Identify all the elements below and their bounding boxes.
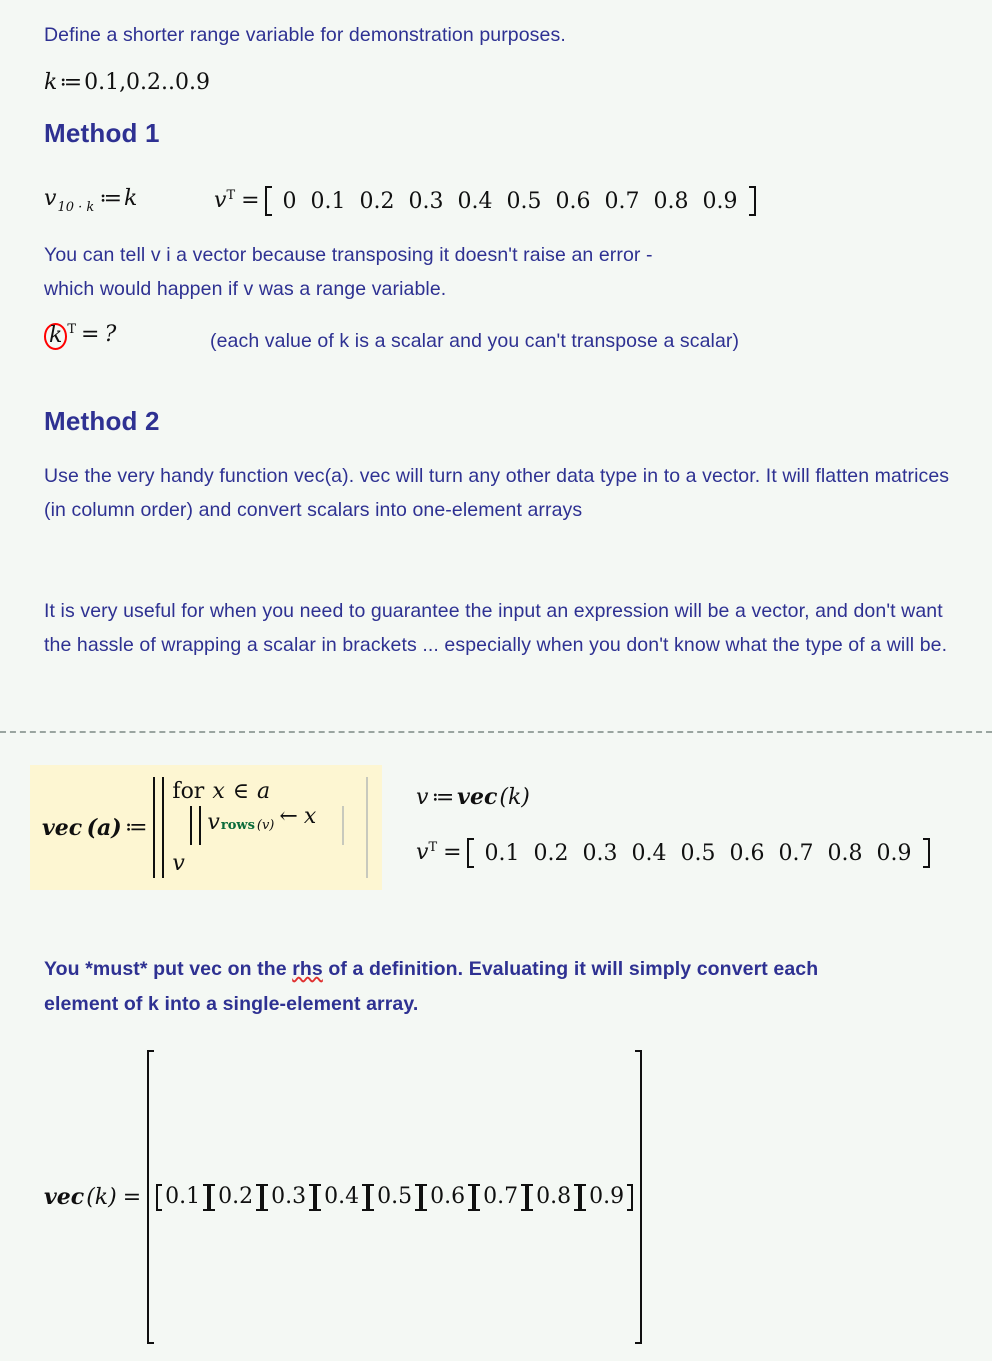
method1-heading-text: Method 1 — [44, 118, 160, 148]
method2-heading-text: Method 2 — [44, 406, 160, 436]
assign-target-subscript — [220, 818, 276, 833]
invocation-result-cell: 0.4 — [631, 840, 667, 866]
invocation-result-cell: 0.8 — [827, 840, 863, 866]
error-expr-superscript: T — [67, 322, 77, 337]
assign-arrow-operator: ← — [279, 804, 298, 829]
assign-source-var: x — [303, 804, 317, 829]
method2-paragraph-2-text: It is very useful for when you need to guarantee the input an expression will be a vector, and don't want the hassle of wrapping a scalar in brackets ... especially when you don't know what the type of a will be. — [44, 600, 948, 656]
vec-invocation-result[interactable] — [416, 838, 930, 868]
method1-result-cell: 0.2 — [359, 188, 395, 214]
program-vertical-bar-inner — [190, 806, 201, 845]
method1-error-note — [210, 324, 970, 358]
warning-line1-after: of a definition. Evaluating it will — [322, 958, 624, 980]
method2-paragraph-1 — [44, 459, 959, 527]
nested-matrix-row — [421, 1184, 474, 1209]
for-keyword: for — [172, 779, 205, 804]
nested-matrix-row — [156, 1184, 209, 1209]
method1-result-var: v — [214, 188, 227, 213]
nested-inner-bracket — [421, 1184, 474, 1211]
nested-matrix-value: 0.1 — [165, 1184, 201, 1210]
method1-result-equals: = — [241, 188, 260, 213]
method1-result-region[interactable] — [214, 186, 756, 216]
program-return-var: v — [172, 851, 185, 876]
page-break-divider — [0, 731, 992, 733]
invocation-lhs-var: v — [416, 785, 429, 810]
nested-matrix-value: 0.6 — [430, 1184, 466, 1210]
invocation-result-equals: = — [443, 840, 462, 865]
program-assignment-line[interactable] — [207, 806, 316, 845]
range-assign-operator: ≔ — [59, 70, 83, 95]
method1-result-cell: 0.8 — [653, 188, 689, 214]
program-placeholder-bar-inner[interactable] — [342, 806, 344, 845]
invocation-result-cell: 0.2 — [533, 840, 569, 866]
nested-inner-bracket — [209, 1184, 262, 1211]
warning-line1-before: You *must* put vec on the — [44, 958, 293, 980]
rows-function-name: rows — [220, 818, 255, 833]
program-vertical-bar-outer — [153, 777, 164, 878]
method1-heading — [44, 118, 160, 149]
range-var-value: 0.1,0.2..0.9 — [84, 70, 211, 95]
invocation-fn-arg: (k) — [499, 785, 530, 810]
nested-matrix-value: 0.3 — [271, 1184, 307, 1210]
method1-error-note-text: (each value of k is a scalar and you can't transpose a scalar) — [210, 330, 740, 352]
nested-matrix-value: 0.8 — [536, 1184, 572, 1210]
method1-result-values — [272, 189, 749, 214]
nested-inner-bracket — [474, 1184, 527, 1211]
vec-warning-paragraph — [44, 952, 844, 1022]
for-in-operator: ∈ — [232, 779, 250, 804]
nested-inner-bracket — [527, 1184, 580, 1211]
method1-def-rhs: k — [124, 186, 138, 211]
program-for-line[interactable] — [172, 777, 344, 806]
nested-matrix-row — [209, 1184, 262, 1209]
nested-matrix-value: 0.4 — [324, 1184, 360, 1210]
vec-invocation-definition[interactable] — [416, 784, 530, 810]
invocation-result-cell: 0.9 — [876, 840, 912, 866]
for-loop-var: x — [212, 779, 225, 804]
invocation-result-values — [474, 841, 923, 866]
invocation-result-superscript: T — [428, 839, 438, 855]
method1-def-subscript: 10 · k — [57, 199, 95, 215]
nested-inner-bracket — [580, 1184, 633, 1211]
method1-explanation-text: You can tell v i a vector because transposing it doesn't raise an error - which would happen if v was a range variable. — [44, 244, 653, 300]
nested-matrix-row — [315, 1184, 368, 1209]
method2-paragraph-1-text: Use the very handy function vec(a). vec will turn any other data type in to a vector. It will flatten matrices (in column order) and convert scalars into one-element arrays — [44, 465, 950, 521]
nested-inner-bracket — [315, 1184, 368, 1211]
error-expr-var: k — [49, 323, 63, 349]
method1-def-var: v — [44, 186, 57, 211]
invocation-fn-name: vec — [457, 784, 498, 810]
nested-outer-bracket — [147, 1050, 642, 1344]
method1-error-expression[interactable] — [44, 322, 116, 349]
warning-line2: simply convert each element of k into a single-element array. — [44, 958, 819, 1015]
error-expr-equals: = — [81, 322, 100, 348]
range-var-name: k — [44, 70, 58, 95]
method1-result-cell: 0.7 — [604, 188, 640, 214]
program-loop-body-block — [172, 806, 344, 845]
nested-matrix-value: 0.7 — [483, 1184, 519, 1210]
error-highlight-ellipse[interactable] — [44, 323, 67, 350]
program-placeholder-bar-outer[interactable] — [366, 777, 368, 878]
invocation-result-matrix — [467, 838, 930, 868]
assign-target-var: v — [207, 810, 220, 835]
intro-paragraph — [44, 18, 944, 52]
nested-lhs-fn: vec — [44, 1184, 85, 1210]
nested-matrix-value: 0.2 — [218, 1184, 254, 1210]
program-statements — [172, 777, 344, 878]
for-loop-set: a — [257, 779, 271, 804]
nested-matrix-row — [474, 1184, 527, 1209]
method1-result-matrix — [265, 186, 756, 216]
method1-result-cell: 0.9 — [702, 188, 738, 214]
method1-result-cell: 0.5 — [506, 188, 542, 214]
nested-matrix-row — [262, 1184, 315, 1209]
invocation-result-cell: 0.7 — [778, 840, 814, 866]
method1-result-cell: 0.3 — [408, 188, 444, 214]
program-return-line[interactable] — [172, 845, 344, 878]
method1-definition-region[interactable] — [44, 186, 137, 215]
nested-lhs-arg: (k) — [86, 1184, 117, 1210]
method1-result-superscript: T — [226, 187, 236, 203]
error-expr-result: ? — [104, 322, 117, 348]
invocation-result-cell: 0.1 — [484, 840, 520, 866]
invocation-result-cell: 0.6 — [729, 840, 765, 866]
nested-equals: = — [122, 1184, 142, 1210]
vec-program-region[interactable] — [30, 765, 382, 890]
invocation-result-cell: 0.3 — [582, 840, 618, 866]
invocation-assign-operator: ≔ — [431, 785, 455, 810]
nested-inner-bracket — [156, 1184, 209, 1211]
vec-program-signature — [42, 777, 153, 878]
method2-paragraph-2 — [44, 594, 949, 662]
method1-explanation — [44, 238, 674, 306]
range-variable-definition[interactable] — [44, 70, 210, 95]
method1-result-cell: 0.1 — [310, 188, 346, 214]
nested-matrix-result[interactable] — [44, 1050, 642, 1344]
nested-matrix-row — [527, 1184, 580, 1209]
method1-result-cell: 0.6 — [555, 188, 591, 214]
method2-heading — [44, 406, 160, 437]
vec-program-highlight[interactable] — [30, 765, 382, 890]
invocation-result-cell: 0.5 — [680, 840, 716, 866]
nested-inner-bracket — [368, 1184, 421, 1211]
rows-function-arg: (v) — [256, 818, 275, 833]
nested-inner-bracket — [262, 1184, 315, 1211]
method1-def-assign: ≔ — [99, 186, 122, 211]
nested-matrix-rows — [154, 1184, 635, 1211]
method1-result-cell: 0 — [282, 188, 297, 214]
intro-text: Define a shorter range variable for demonstration purposes. — [44, 24, 566, 46]
nested-matrix-value: 0.9 — [589, 1184, 625, 1210]
vec-fn-name: vec — [42, 814, 83, 841]
vec-program-body — [42, 777, 368, 878]
method1-result-cell: 0.4 — [457, 188, 493, 214]
warning-misspelled-word: rhs — [292, 958, 323, 980]
nested-matrix-row — [368, 1184, 421, 1209]
invocation-result-var: v — [416, 840, 429, 865]
nested-matrix-value: 0.5 — [377, 1184, 413, 1210]
nested-matrix-row — [580, 1184, 633, 1209]
vec-fn-assign: ≔ — [124, 815, 148, 840]
vec-fn-arg: (a) — [82, 814, 122, 841]
